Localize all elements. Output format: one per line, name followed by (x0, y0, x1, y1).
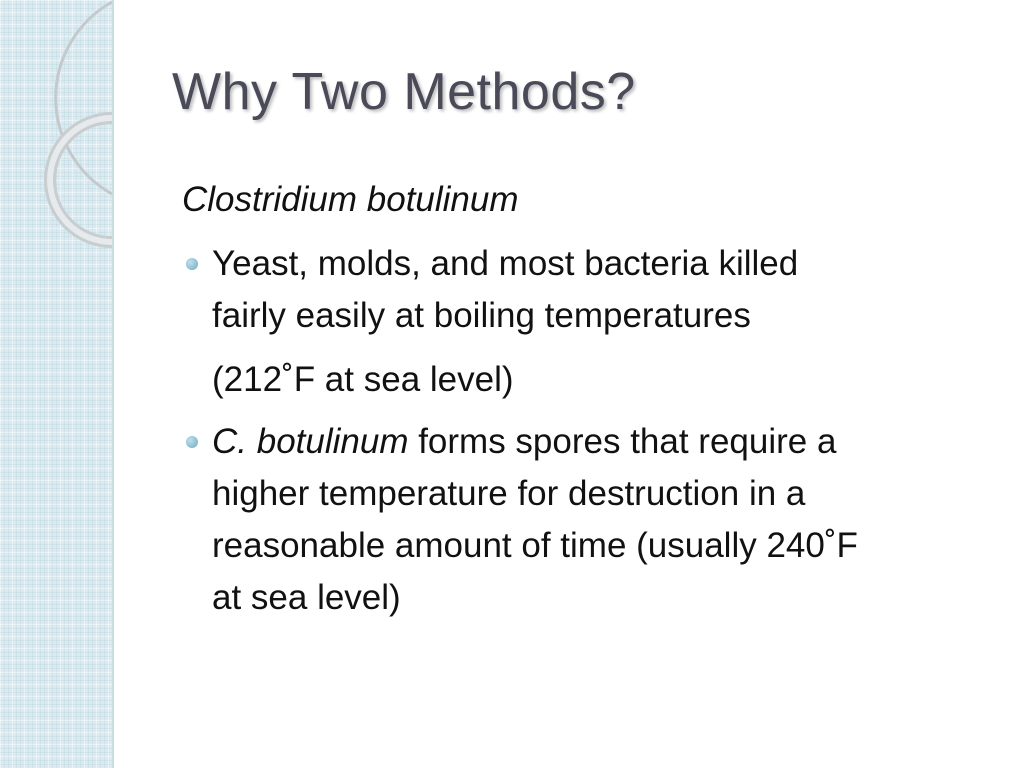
outer-ring-arc (56, 2, 112, 194)
bullet-line: reasonable amount of time (usually 240˚F (212, 526, 858, 565)
slide-subhead: Clostridium botulinum (182, 180, 519, 219)
organism-name: C. botulinum (212, 422, 409, 461)
bullet-line: fairly easily at boiling temperatures (212, 296, 751, 335)
slide-title: Why Two Methods? (172, 63, 636, 121)
bullet-line: higher temperature for destruction in a (212, 474, 806, 513)
bullet-item-1 (182, 238, 982, 406)
bullet-line (212, 416, 982, 468)
bullet-dot-icon (186, 436, 198, 448)
bullet-line: Yeast, molds, and most bacteria killed (212, 244, 799, 283)
bullet-list (182, 238, 982, 624)
bullet-line: (212˚F at sea level) (212, 360, 514, 399)
bullet-lead-text: forms spores that require a (408, 422, 837, 461)
inner-ring-arc (50, 118, 112, 242)
bullet-line: at sea level) (212, 578, 401, 617)
bullet-item-2 (182, 416, 982, 624)
inner-ring-highlight (50, 118, 112, 242)
circle-rings-icon (0, 0, 200, 300)
bullet-dot-icon (186, 258, 198, 270)
slide-content (182, 174, 982, 634)
